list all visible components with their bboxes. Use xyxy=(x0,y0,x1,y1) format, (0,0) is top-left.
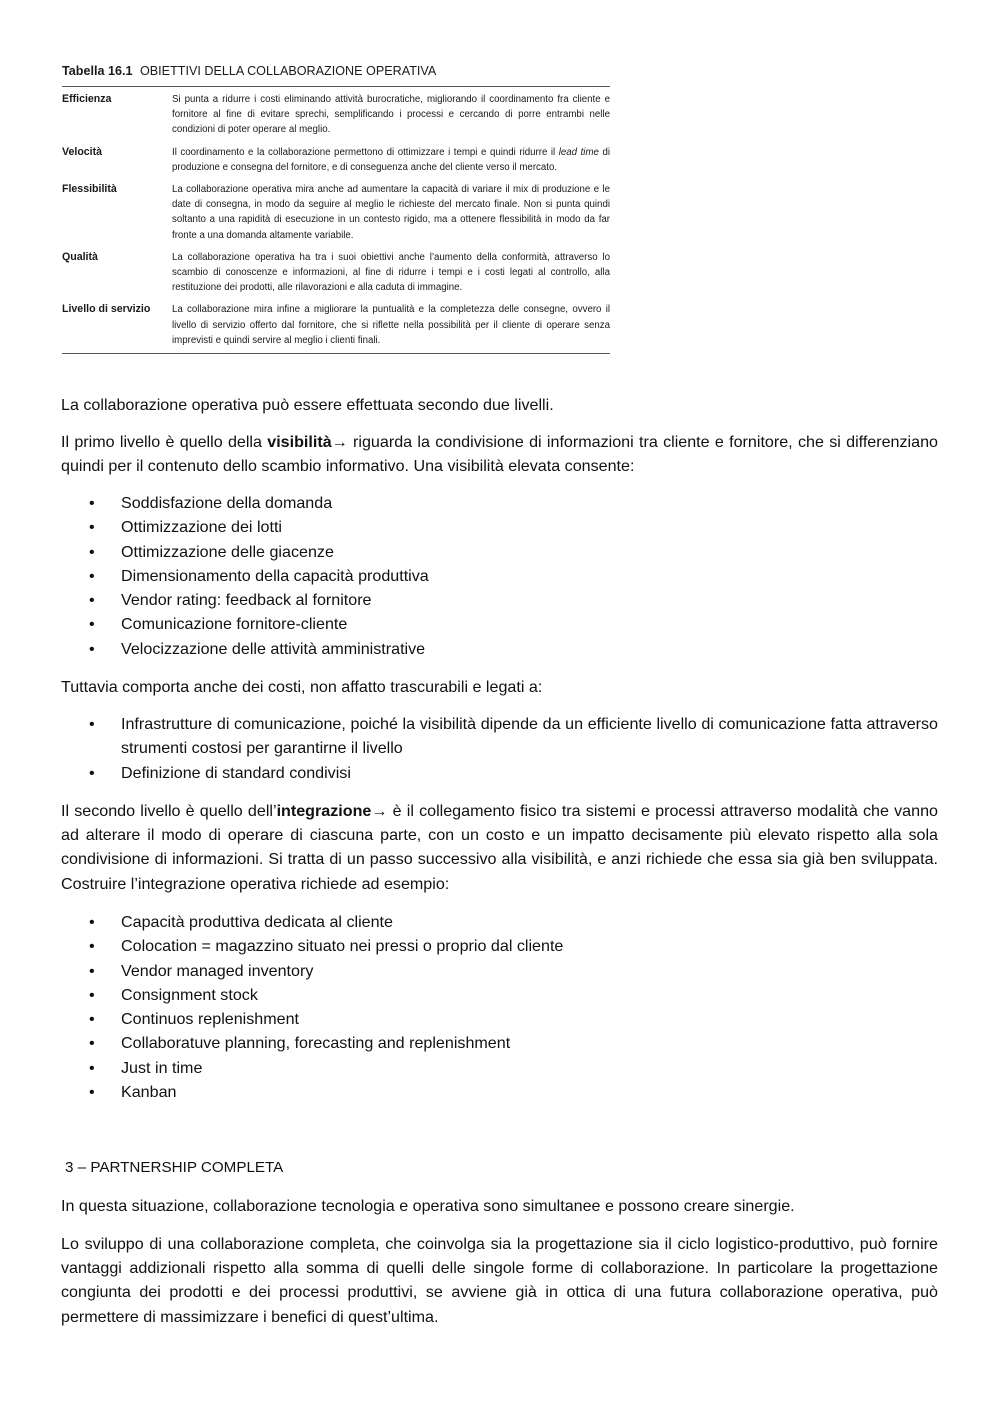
bullet-icon: • xyxy=(89,591,95,610)
term-visibility: visibilità xyxy=(267,433,332,451)
paragraph-partnership: In questa situazione, collaborazione tecnologia e operativa sono simultanee e possono creare sinergie. xyxy=(61,1197,795,1215)
table-top-rule xyxy=(62,86,610,87)
list-integration-examples xyxy=(61,910,938,1104)
list-item-text: Soddisfazione della domanda xyxy=(121,494,333,512)
bullet-icon: • xyxy=(89,639,95,658)
table-row-desc-emphasis: lead time xyxy=(558,146,599,158)
list-item xyxy=(61,637,938,661)
list-item xyxy=(61,1031,938,1055)
bullet-icon: • xyxy=(89,542,95,561)
paragraph-costs: Tuttavia comporta anche dei costi, non affatto trascurabili e legati a: xyxy=(61,678,543,696)
list-item xyxy=(61,910,938,934)
bullet-icon: • xyxy=(89,1010,95,1029)
table-row-desc: La collaborazione mira infine a migliorare la puntualità e la completezza delle consegne, ovvero il livello di servizio offerto dal fornitore, che si riflette nella possibilità per il cliente di operare senza imprevisti e quindi servire al meglio i clienti finali. xyxy=(172,304,610,346)
list-item-text: Dimensionamento della capacità produttiva xyxy=(121,566,429,585)
bullet-icon: • xyxy=(89,985,95,1004)
table-number: Tabella 16.1 xyxy=(62,64,133,78)
list-item-text: Just in time xyxy=(121,1058,203,1077)
bullet-icon: • xyxy=(89,615,95,634)
bullet-icon: • xyxy=(89,763,95,782)
list-visibility-benefits xyxy=(61,491,938,661)
bullet-icon: • xyxy=(89,1058,95,1077)
paragraph-development: Lo sviluppo di una collaborazione completa, che coinvolga sia la progettazione sia il ciclo logistico-produttivo, può fornire vantaggi addizionali rispetto alla somma di quelli delle singole forme di collaborazione. In particolare la progettazione congiunta dei prodotti e dei processi produttivi, se avviene già in ottica di una futura collaborazione operativa, può permettere di massimizzare i benefici di quest’ultima. xyxy=(61,1235,938,1326)
paragraph-text: è il collegamento fisico tra sistemi e processi attraverso modalità che vanno ad alterare il modo di operare di ciascuna parte, con un costo e un impatto decisamente più elevato rispetto alla sola condivisione di informazioni. Si tratta di un passo successivo alla visibilità, e anzi richiede che essa sia già ben sviluppata. Costruire l’integrazione operativa richiede ad esempio: xyxy=(61,802,938,893)
list-item-text: Vendor managed inventory xyxy=(121,961,314,980)
list-item xyxy=(61,761,938,785)
table-row xyxy=(62,92,610,138)
list-item xyxy=(61,491,938,515)
list-item-text: Collaboratuve planning, forecasting and replenishment xyxy=(121,1034,511,1053)
list-item-text: Ottimizzazione dei lotti xyxy=(121,518,283,537)
table-row xyxy=(62,182,610,243)
list-item-text: Colocation = magazzino situato nei pressi o proprio dal cliente xyxy=(121,937,564,956)
list-item xyxy=(61,564,938,588)
paragraph-text: riguarda la condivisione di informazioni tra cliente e fornitore, che si differenziano quindi per il contenuto dello scambio informativo. Una visibilità elevata consente: xyxy=(61,433,938,476)
list-item-text: Consignment stock xyxy=(121,985,258,1004)
table-row-desc: Si punta a ridurre i costi eliminando attività burocratiche, migliorando il coordinamento fra cliente e fornitore al fine di evitare sprechi, semplificando i processi e cercando di porre entrambi nelle condizioni di poter operare al meglio. xyxy=(172,94,610,136)
arrow-icon: → xyxy=(371,802,388,820)
list-item-text: Capacità produttiva dedicata al cliente xyxy=(121,913,393,931)
table-row xyxy=(62,302,610,348)
bullet-icon: • xyxy=(89,494,95,512)
table-row-key: Livello di servizio xyxy=(62,303,151,316)
list-item-text: Comunicazione fornitore-cliente xyxy=(121,615,348,634)
table-figure xyxy=(62,62,610,354)
list-item-text: Vendor rating: feedback al fornitore xyxy=(121,591,372,610)
term-integration: integrazione xyxy=(276,802,372,820)
list-item xyxy=(61,983,938,1007)
bullet-icon: • xyxy=(89,937,95,956)
table-row-key: Flessibilità xyxy=(62,183,117,196)
table-row-desc: La collaborazione operativa ha tra i suoi obiettivi anche l’aumento della conformità, attraverso lo scambio di conoscenze e informazioni, al fine di ridurre i tempi e i costi legati al controllo, alla restituzione dei prodotti, alle rilavorazioni e alla caduta di immagine. xyxy=(172,251,610,294)
list-item-text: Infrastrutture di comunicazione, poiché la visibilità dipende da un efficiente livello di comunicazione fatta attraverso strumenti costosi per garantirne il livello xyxy=(121,715,938,758)
list-item xyxy=(61,1007,938,1031)
table-row-key: Efficienza xyxy=(62,93,112,105)
list-item xyxy=(61,588,938,612)
paragraph-text: Il secondo livello è quello dell’ xyxy=(61,802,277,820)
paragraph-visibility xyxy=(61,430,938,478)
table-row-key: Velocità xyxy=(62,145,103,158)
section-heading: 3 – PARTNERSHIP COMPLETA xyxy=(65,1159,284,1176)
table-caption xyxy=(62,62,610,86)
list-visibility-costs xyxy=(61,712,938,785)
table-row xyxy=(62,250,610,296)
list-item xyxy=(61,934,938,958)
bullet-icon: • xyxy=(89,913,95,931)
bullet-icon: • xyxy=(89,518,95,537)
table-row-desc xyxy=(172,145,610,175)
list-item-text: Definizione di standard condivisi xyxy=(121,763,351,782)
list-item-text: Continuos replenishment xyxy=(121,1010,300,1029)
table-title: OBIETTIVI DELLA COLLABORAZIONE OPERATIVA xyxy=(139,64,437,78)
bullet-icon: • xyxy=(89,1034,95,1053)
list-item xyxy=(61,1056,938,1080)
list-item xyxy=(61,540,938,564)
paragraph-text: Il primo livello è quello della xyxy=(61,433,268,451)
list-item xyxy=(61,612,938,636)
list-item xyxy=(61,1080,938,1104)
list-item-text: Velocizzazione delle attività amministrative xyxy=(121,639,426,658)
table-row xyxy=(62,145,610,175)
list-item xyxy=(61,959,938,983)
table-bottom-rule xyxy=(62,353,610,354)
arrow-icon: → xyxy=(331,433,348,451)
list-item xyxy=(61,515,938,539)
list-item-text: Kanban xyxy=(121,1083,177,1102)
bullet-icon: • xyxy=(89,715,95,733)
list-item-text: Ottimizzazione delle giacenze xyxy=(121,542,334,561)
table-row-desc-text: Il coordinamento e la collaborazione permettono di ottimizzare i tempi e quindi ridurre il xyxy=(172,146,559,158)
bullet-icon: • xyxy=(89,961,95,980)
table-row-key: Qualità xyxy=(62,250,98,263)
list-item xyxy=(61,712,938,761)
table-row-desc: La collaborazione operativa mira anche ad aumentare la capacità di variare il mix di produzione e le date di consegna, in modo da seguire al meglio le richieste del mercato finale. Non si punta quindi soltanto a una rapidità di esecuzione in un contesto rigido, ma a ottenere flessibilità in modo da far fronte a una domanda altamente variabile. xyxy=(172,184,610,241)
paragraph-levels: La collaborazione operativa può essere effettuata secondo due livelli. xyxy=(61,396,554,414)
table-row-desc-text: di produzione e consegna del fornitore, e di conseguenza anche del cliente verso il mercato. xyxy=(172,146,610,173)
bullet-icon: • xyxy=(89,566,95,585)
bullet-icon: • xyxy=(89,1083,95,1102)
paragraph-integration xyxy=(61,799,938,896)
